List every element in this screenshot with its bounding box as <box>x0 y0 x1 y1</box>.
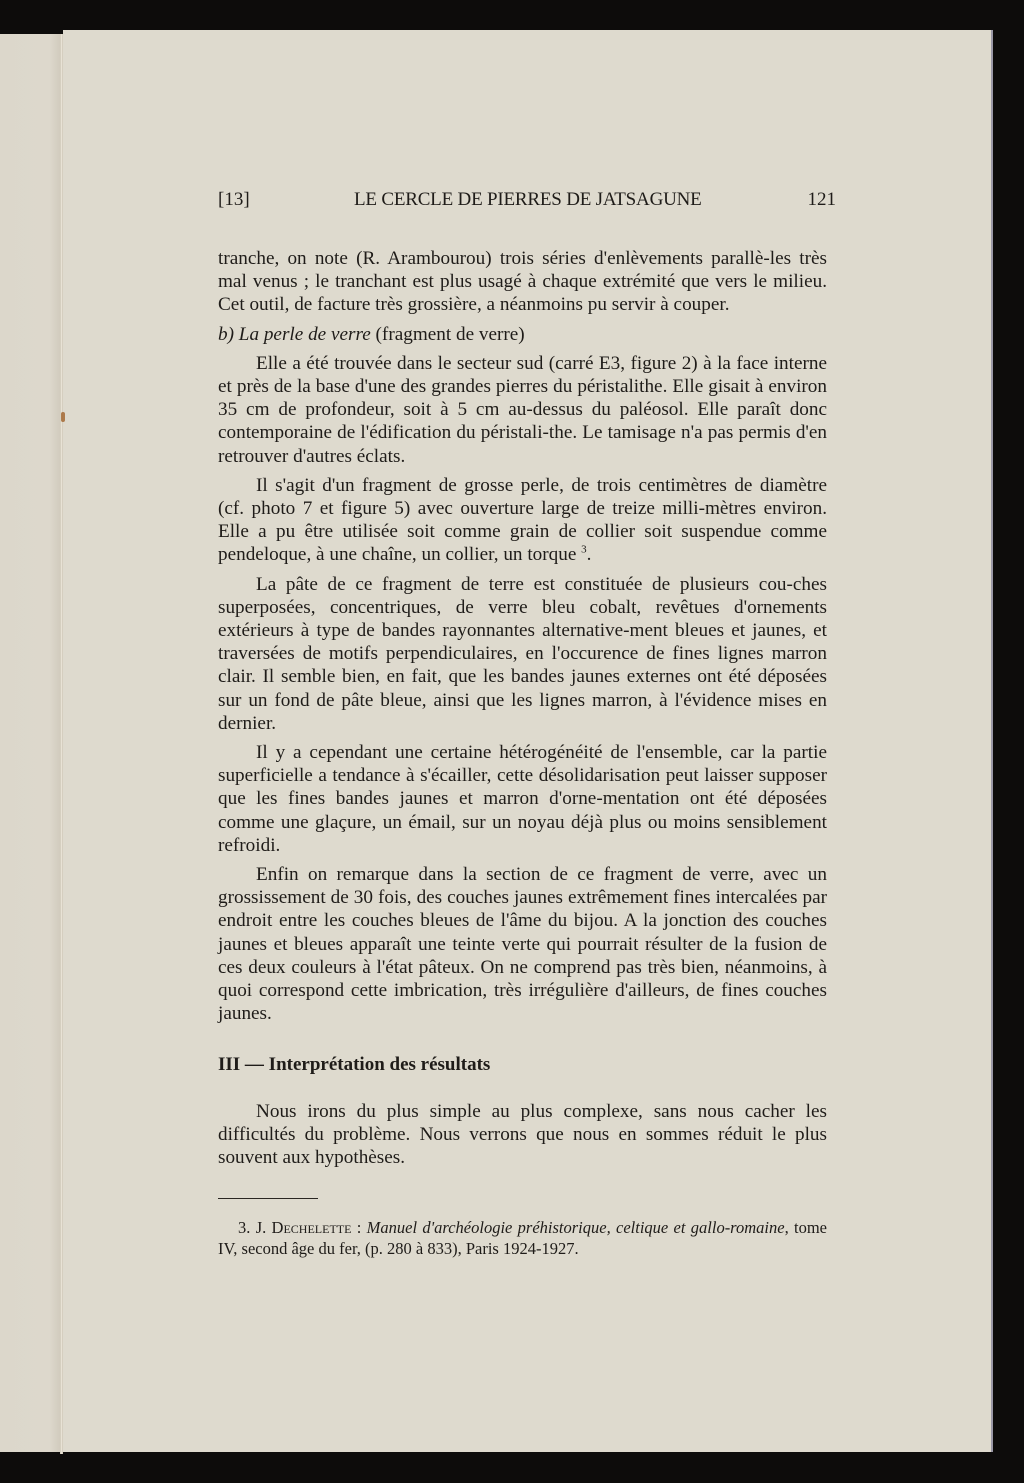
paper-stain <box>61 412 65 422</box>
running-title: LE CERCLE DE PIERRES DE JATSAGUNE <box>354 189 702 210</box>
footnote-author-initial: J. <box>255 1218 267 1237</box>
subsection-heading <box>218 323 827 346</box>
running-header <box>218 188 836 212</box>
footnote-details: , tome IV, second âge du fer, (p. 280 à 833), Paris 1924-1927. <box>218 1218 828 1258</box>
page-number: 121 <box>807 189 836 210</box>
subsection-marker: b) <box>218 323 234 345</box>
footnote-divider <box>218 1198 318 1199</box>
subsection-title: La perle de verre <box>238 323 371 345</box>
paragraph: Elle a été trouvée dans le secteur sud (carré E3, figure 2) à la face interne et près de la base d'une des grandes pierres du péristalithe. Elle gisait à environ 35 cm de profondeur, soit à 5 cm au-dessus du paléosol. Elle paraît donc contemporaine de l'édification du péristali-the. Le tamisage n'a pas permis d'en retrouver d'autres éclats. <box>218 352 827 467</box>
book-gutter <box>60 34 63 1454</box>
paragraph-text: Il s'agit d'un fragment de grosse perle, de trois centimètres de diamètre (cf. photo 7 et figure 5) avec ouverture large de treize milli-mètres environ. Elle a pu être utilisée soit comme grain de collier soit suspendue comme pendeloque, à une chaîne, un collier, un torque <box>218 474 827 566</box>
footnote-number: 3. <box>238 1218 251 1237</box>
footnote-author: Dechelette <box>271 1218 352 1237</box>
paragraph: Enfin on remarque dans la section de ce fragment de verre, avec un grossissement de 30 fois, des couches jaunes extrêmement fines intercalées par endroit entre les couches bleues de l'âme du bijou. A la jonction des couches jaunes et bleues apparaît une teinte verte qui pourrait résulter de la fusion de ces deux couleurs à l'état pâteux. On ne comprend pas très bien, néanmoins, à quoi correspond cette imbrication, très irrégulière d'ailleurs, de fines couches jaunes. <box>218 864 827 1025</box>
footnote-title: Manuel d'archéologie préhistorique, celtique et gallo-romaine <box>366 1218 785 1237</box>
section-paragraph: Nous irons du plus simple au plus complexe, sans nous cacher les difficultés du problème. Nous verrons que nous en sommes réduit le plus souvent aux hypothèses. <box>218 1101 827 1169</box>
section-heading: III — Interprétation des résultats <box>218 1054 491 1075</box>
continuation-paragraph: tranche, on note (R. Arambourou) trois séries d'enlèvements parallè-les très mal venus ; le tranchant est plus usagé à chaque extrémité que vers le milieu. Cet outil, de facture très grossière, a néanmoins pu servir à couper. <box>218 248 827 316</box>
footnote-separator: : <box>351 1218 362 1237</box>
subsection-subtitle: (fragment de verre) <box>375 323 525 345</box>
main-text <box>218 247 827 1026</box>
facing-page-edge <box>0 34 62 1452</box>
footnote-reference[interactable]: 3 <box>581 544 587 557</box>
paragraph: Il y a cependant une certaine hétérogénéité de l'ensemble, car la partie superficielle a tendance à s'écailler, cette désolidarisation peut laisser supposer que les fines bandes jaunes et marron d'orne-mentation ont été déposées comme une glaçure, un émail, sur un noyau déjà plus ou moins sensiblement refroidi. <box>218 742 827 856</box>
footnote <box>218 1217 827 1259</box>
paragraph: Il s'agit d'un fragment de grosse perle, de trois centimètres de diamètre (cf. photo 7 et figure 5) avec ouverture large de treize milli-mètres environ. Elle a pu être utilisée soit comme grain de collier soit suspendue comme pendeloque, à une chaîne, un collier, un torque $^3$. <box>218 474 827 566</box>
section-number: [13] <box>218 189 250 210</box>
paragraph: La pâte de ce fragment de terre est constituée de plusieurs cou-ches superposées, concentriques, de verre bleu cobalt, revêtues d'ornements extérieurs à type de bandes rayonnantes alternative-ment bleues et jaunes, et traversées de motifs perpendiculaires, en l'occurence de fines lignes marron clair. Il semble bien, en fait, que les bandes jaunes externes ont été déposées sur un fond de pâte bleue, ainsi que les lignes marron, à l'évidence mises en dernier. <box>218 573 827 734</box>
